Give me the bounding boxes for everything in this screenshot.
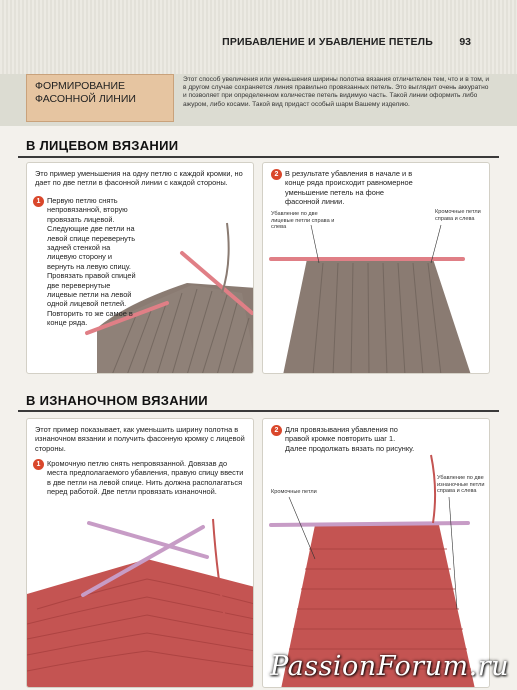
panel-knit-step2 (262, 162, 490, 374)
panel-intro-text: Это пример уменьшения на одну петлю с каждой кромки, но дает по две петли в фасонной линии с каждой стороны. (35, 169, 243, 188)
section-divider (18, 156, 499, 158)
panel-purl-step2 (262, 418, 490, 688)
step-instruction-text: Первую петлю снять непровязанной, вторую провязать лицевой. Следующие две петли на левой спице перевернуть задней стенкой на лицевую сторону и вернуть на левую спицу. Провязать правой спицей две перевернутые лицевые петли на левой одной лицевой петлей. Повторить то же самое в конце ряда. (47, 196, 136, 328)
section-divider (18, 410, 499, 412)
step-instruction-text: Для провязывания убавления по правой кромке повторить шаг 1. Далее продолжать вязать по рисунку. (285, 425, 415, 453)
intro-heading-box (26, 74, 174, 122)
panel-purl-step1 (26, 418, 254, 688)
step-number-badge: 1 (33, 459, 44, 470)
step-number-badge: 2 (271, 169, 282, 180)
callout-decrease: Убавление по две изнаночные петли справа и слева (437, 475, 485, 495)
callout-edge-stitches: Кромочные петли (271, 489, 317, 495)
step-instruction-text: В результате убавления в начале и в конце ряда происходит равномерное уменьшение петель на фоне фасонной линии. (285, 169, 413, 207)
intro-heading-line2: ФАСОННОЙ ЛИНИИ (35, 93, 136, 105)
step-number-badge: 2 (271, 425, 282, 436)
purl-result-illustration (263, 419, 490, 688)
callout-edge-stitches: Кромочные петли справа и слева (435, 209, 481, 222)
watermark: PassionForum.ru (270, 651, 509, 682)
section-title-knit: В ЛИЦЕВОМ ВЯЗАНИИ (26, 138, 179, 153)
step-number-badge: 1 (33, 196, 44, 207)
panel-intro-text: Этот пример показывает, как уменьшить ширину полотна в изнаночном вязании и получить фасонную кромку с лицевой стороны. (35, 425, 245, 453)
intro-paragraph: Этот способ увеличения или уменьшения ширины полотна вязания отличителен тем, что и в том, и в другом случае сохраняется линия правильно провязанных петель. Это выглядит очень аккуратно и позволяет при определенном количестве петель видимую часть. Такой линии оформить либо ажуром, либо косами. Такой вид придаст особый шарм Вашему изделию. (183, 76, 490, 108)
panel-knit-step1 (26, 162, 254, 374)
step-instruction-text: Кромочную петлю снять непровязанной. Довязав до места предполагаемого убавления, правую спицу ввести в две петли на левой спице. Нить должна располагаться перед работой. Две петли провязать изнаночной. (47, 459, 244, 497)
callout-decrease: Убавление по две лицевые петли справа и слева (271, 211, 335, 231)
running-head: ПРИБАВЛЕНИЕ И УБАВЛЕНИЕ ПЕТЕЛЬ (222, 36, 433, 48)
section-title-purl: В ИЗНАНОЧНОМ ВЯЗАНИИ (26, 393, 208, 408)
page-number: 93 (459, 36, 471, 48)
intro-heading-line1: ФОРМИРОВАНИЕ (35, 80, 126, 92)
right-needle (89, 523, 207, 557)
